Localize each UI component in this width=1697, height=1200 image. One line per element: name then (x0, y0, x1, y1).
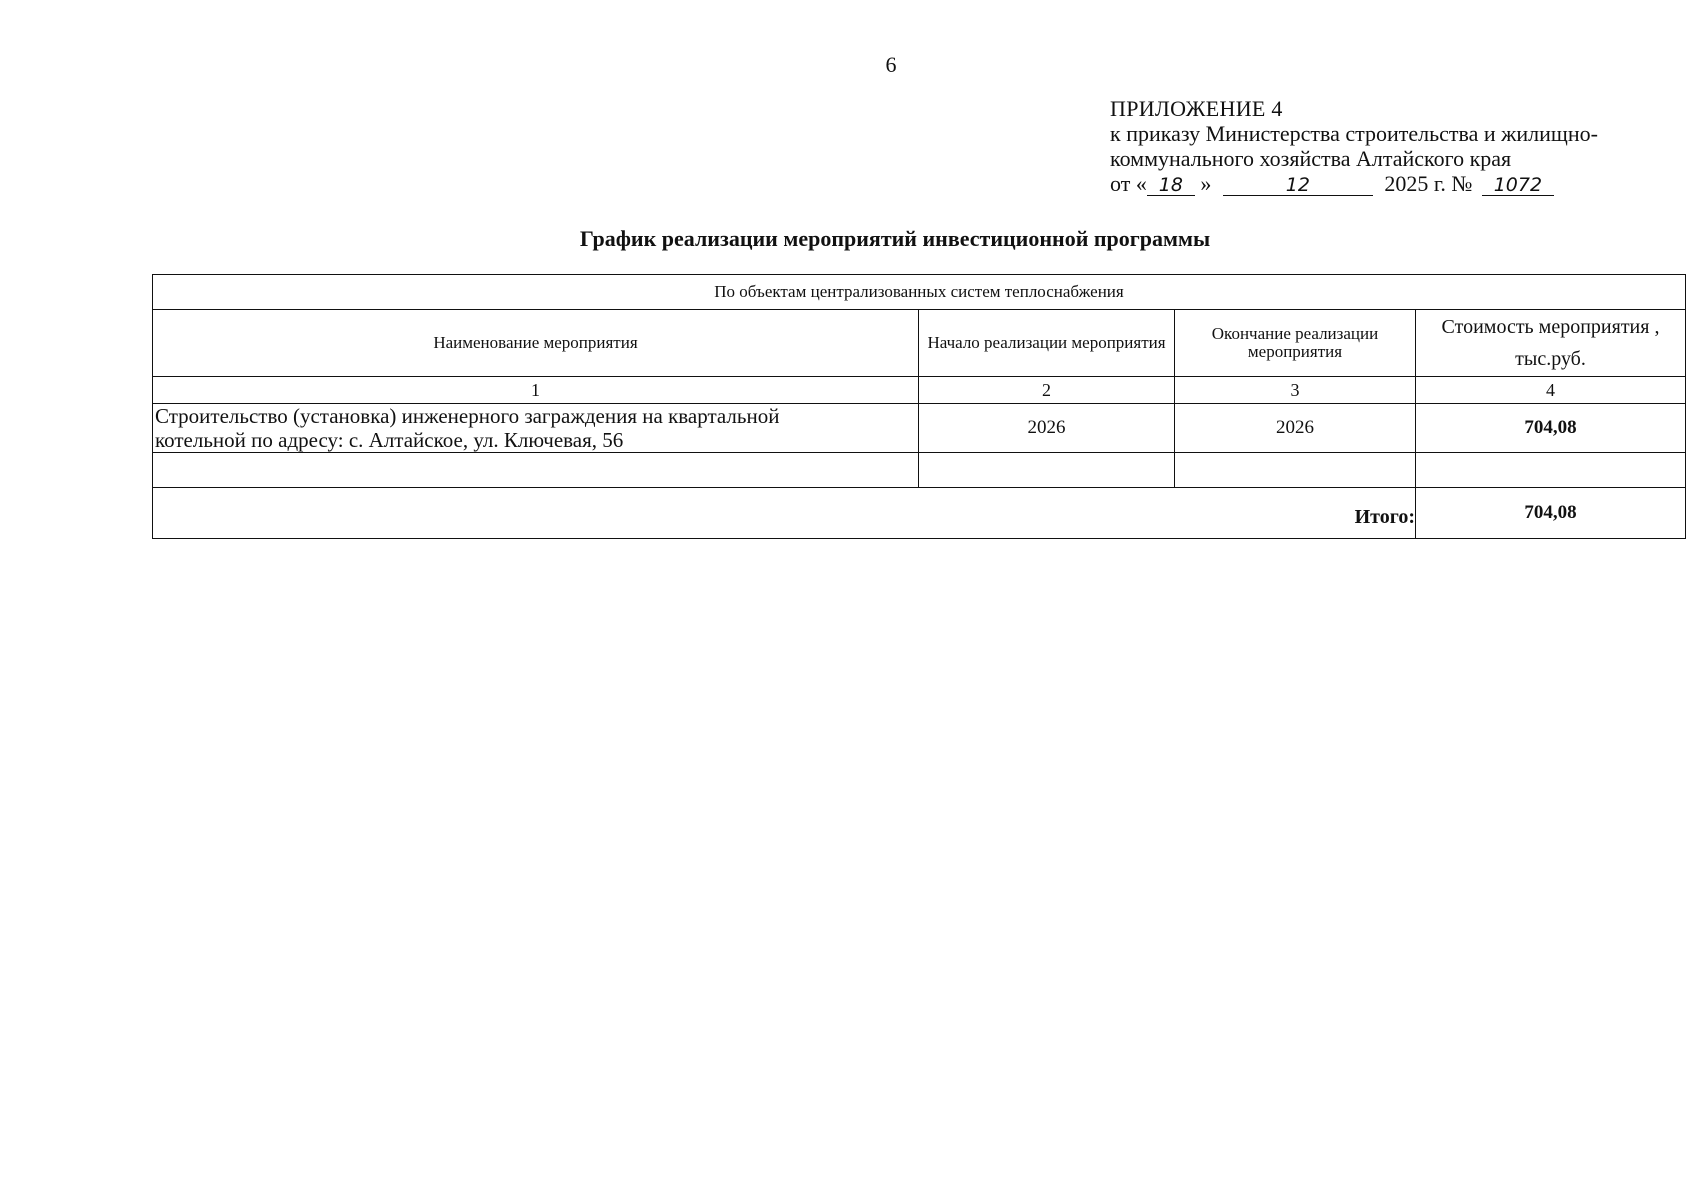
activity-name-line-1: Строительство (установка) инженерного заграждения на квартальной (155, 404, 780, 428)
total-label: Итого: (153, 488, 1416, 539)
activity-name-line-2: котельной по адресу: с. Алтайское, ул. Ключевая, 56 (155, 428, 624, 452)
start-year-cell: 2026 (919, 404, 1175, 453)
table-row (153, 404, 1686, 453)
column-header-name: Наименование мероприятия (153, 310, 919, 377)
empty-cell (1175, 453, 1416, 488)
section-header-cell: По объектам централизованных систем теплоснабжения (153, 275, 1686, 310)
empty-row (153, 453, 1686, 488)
appendix-line-2: коммунального хозяйства Алтайского края (1110, 146, 1512, 171)
empty-cell (919, 453, 1175, 488)
date-day: 18 (1147, 175, 1195, 196)
total-row (153, 488, 1686, 539)
order-number: 1072 (1482, 175, 1554, 196)
column-number-row (153, 377, 1686, 404)
column-header-end: Окончание реализации мероприятия (1175, 310, 1416, 377)
section-header-row (153, 275, 1686, 310)
page-number: 6 (885, 52, 897, 77)
column-number-4: 4 (1416, 377, 1686, 404)
end-year-cell: 2026 (1175, 404, 1416, 453)
empty-cell (1416, 453, 1686, 488)
date-prefix: от « (1110, 171, 1147, 196)
document-title: График реализации мероприятий инвестиционной программы (579, 226, 1211, 251)
column-number-1: 1 (153, 377, 919, 404)
appendix-line-1: к приказу Министерства строительства и жилищно- (1110, 121, 1598, 146)
column-header-row (153, 310, 1686, 377)
appendix-block (1110, 96, 1598, 196)
activity-name-cell (153, 404, 919, 453)
empty-cell (153, 453, 919, 488)
cost-cell: 704,08 (1416, 404, 1686, 453)
date-close: » (1200, 171, 1212, 196)
appendix-date-line (1110, 171, 1598, 196)
column-header-start: Начало реализации мероприятия (919, 310, 1175, 377)
date-year: 2025 г. № (1384, 171, 1473, 196)
date-month: 12 (1223, 175, 1373, 196)
schedule-table (152, 274, 1686, 539)
column-number-3: 3 (1175, 377, 1416, 404)
column-number-2: 2 (919, 377, 1175, 404)
column-header-cost: Стоимость мероприятия , тыс.руб. (1416, 310, 1686, 377)
appendix-heading: ПРИЛОЖЕНИЕ 4 (1110, 96, 1283, 121)
total-value: 704,08 (1416, 488, 1686, 539)
